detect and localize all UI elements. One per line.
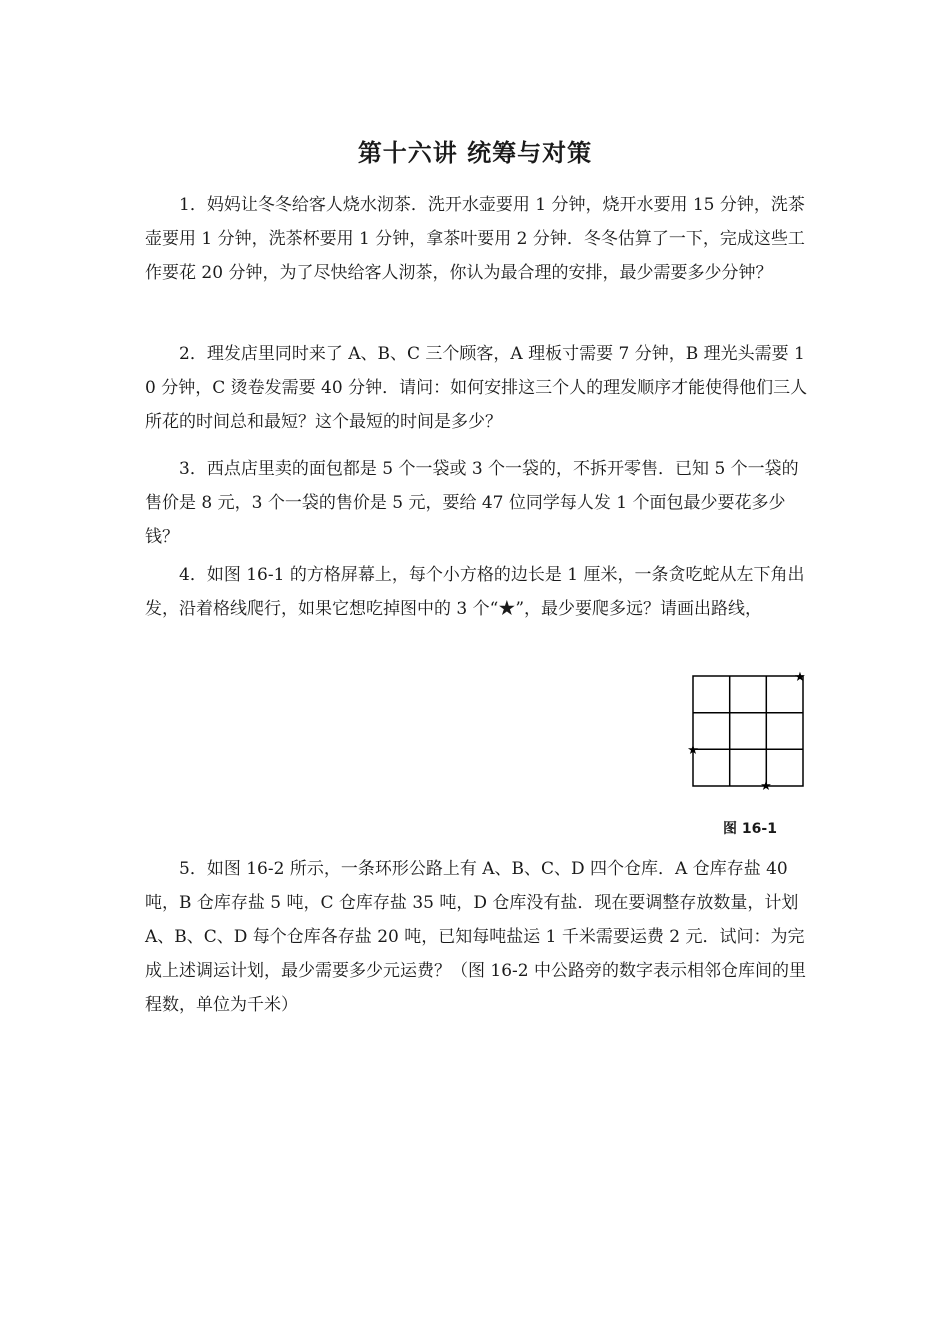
problem-5: 5．如图 16-2 所示，一条环形公路上有 A、B、C、D 四个仓库．A 仓库存盐 40 吨，B 仓库存盐 5 吨，C 仓库存盐 35 吨，D 仓库没有盐．现在要调整存放数量，计划 A、B、C、D 每个仓库各存盐 20 吨，已知每吨盐运 1 千米需要运费 2 元．试问：为完成上述调运计划，最少需要多少元运费？（图 16-2 中公路旁的数字表示相邻仓库间的里程数，单位为千米） [145,859,806,1015]
page-title: 第十六讲 统筹与对策 [357,139,593,167]
star-left: ★ [687,743,699,758]
star-top-right: ★ [794,670,806,685]
figure-caption: 图 16-1 [723,821,777,837]
star-bottom: ★ [760,779,772,794]
grid-border [693,676,803,786]
grid-lines [693,676,803,786]
problem-1: 1．妈妈让冬冬给客人烧水沏茶．洗开水壶要用 1 分钟，烧开水要用 15 分钟，洗茶壶要用 1 分钟，洗茶杯要用 1 分钟，拿茶叶要用 2 分钟．冬冬估算了一下，完成这些工作要花 20 分钟，为了尽快给客人沏茶，你认为最合理的安排，最少需要多少分钟？ [145,195,805,283]
grid-svg [686,668,810,794]
problem-4: 4．如图 16-1 的方格屏幕上，每个小方格的边长是 1 厘米，一条贪吃蛇从左下角出发，沿着格线爬行，如果它想吃掉图中的 3 个“★”，最少要爬多远？请画出路线， [145,565,805,619]
problem-2: 2．理发店里同时来了 A、B、C 三个顾客，A 理板寸需要 7 分钟，B 理光头需要 10 分钟，C 烫卷发需要 40 分钟．请问：如何安排这三个人的理发顺序才能使得他们三人所花的时间总和最短？这个最短的时间是多少？ [145,344,808,432]
figure-16-1-grid [686,668,810,794]
problem-3: 3．西点店里卖的面包都是 5 个一袋或 3 个一袋的，不拆开零售．已知 5 个一袋的售价是 8 元，3 个一袋的售价是 5 元，要给 47 位同学每人发 1 个面包最少要花多少钱？ [145,459,799,547]
